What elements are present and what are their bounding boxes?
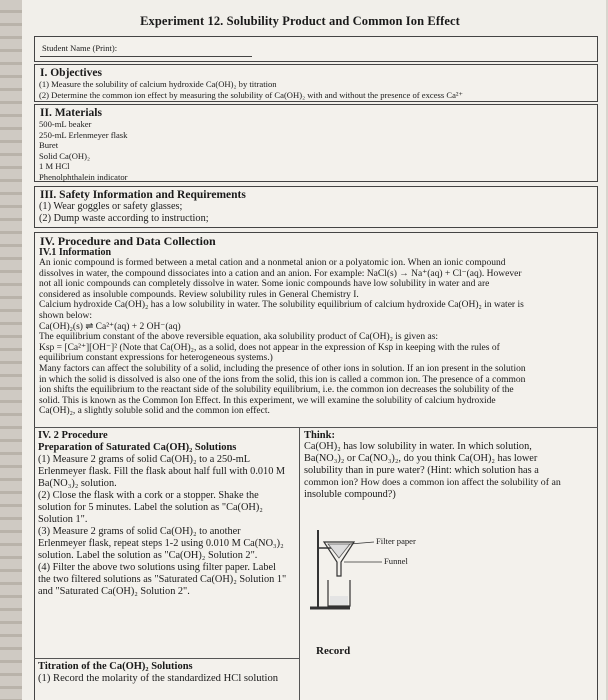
funnel-label: Funnel [384, 556, 408, 566]
materials-section [34, 104, 598, 182]
procedure-step-line: (4) Filter the above two solutions using filter paper. Label [38, 562, 276, 573]
info-line: dissolves in water, the compound dissociates into a cation and an anion. For example: NaCl(s) → Na⁺(aq) + Cl⁻(aq). However [39, 268, 522, 279]
safety-item-2: (2) Dump waste according to instruction; [39, 213, 209, 224]
info-line: in which the solid is dissolved is also one of the ions from the solid, this ion is called a common ion. The presence of a common [39, 374, 526, 385]
material-item: Buret [39, 140, 59, 151]
safety-section [34, 186, 598, 228]
procedure-table-top-rule [34, 427, 598, 428]
procedure-step-line: Erlenmeyer flask. Fill the flask about half full with 0.010 M [38, 466, 286, 477]
procedure-heading: IV. Procedure and Data Collection [40, 234, 216, 248]
info-line: ion shifts the equilibrium to the reactant side of the solubility equilibrium, i.e. the common ion decreases the solubility of the [39, 385, 514, 396]
material-item: 250-mL Erlenmeyer flask [39, 129, 128, 140]
record-rule [34, 658, 299, 659]
procedure-step-line: the two filtered solutions as "Saturated Ca(OH)₂ Solution 1" [38, 574, 287, 585]
info-line: shown below: [39, 310, 93, 321]
material-item: 500-mL beaker [39, 119, 92, 129]
information-text [35, 258, 597, 417]
think-line: solubility than in pure water? (Hint: which solution has a [304, 465, 539, 476]
think-heading: Think: [304, 430, 335, 441]
procedure-step-line: Ba(NO₃)₂ solution. [38, 478, 117, 489]
material-item: 1 M HCl [39, 161, 70, 172]
info-line: An ionic compound is formed between a metal cation and a nonmetal anion or a polyatomic ion. When an ionic compound [39, 258, 506, 268]
procedure-step-line: (3) Measure 2 grams of solid Ca(OH)₂ to another [38, 526, 241, 537]
info-line: not all ionic compounds can completely dissolve in water. Some ionic compounds have low solubility in water and are [39, 279, 490, 290]
filtration-apparatus-icon [310, 520, 440, 615]
objective-item-1: (1) Measure the solubility of calcium hydroxide Ca(OH)₂ by titration [39, 79, 277, 89]
titration-step-line: (1) Record the molarity of the standardized HCl solution [38, 673, 279, 684]
notebook-binding [0, 0, 22, 700]
info-line: Calcium hydroxide Ca(OH)₂ has a low solubility in water. The solubility equilibrium of calcium hydroxide Ca(OH)₂ in water is [39, 300, 524, 311]
safety-heading: III. Safety Information and Requirements [40, 189, 246, 201]
procedure-step-line: Erlenmeyer flask, repeat steps 1-2 using 0.010 M Ca(NO₃)₂ [38, 538, 284, 549]
procedure-step-line: and "Saturated Ca(OH)₂ Solution 2". [38, 586, 190, 597]
student-name-field[interactable] [40, 42, 252, 57]
ksp-expression: Ksp = [Ca²⁺][OH⁻]² (Note that Ca(OH)₂, as a solid, does not appear in the expression of Ksp in keeping with the rules of [39, 342, 500, 353]
titration-heading: Titration of the Ca(OH)₂ Solutions [38, 661, 193, 672]
preparation-heading: Preparation of Saturated Ca(OH)₂ Solutions [38, 442, 237, 453]
information-heading: IV.1 Information [39, 247, 112, 258]
material-item: Phenolphthalein indicator [39, 171, 128, 182]
info-line: Many factors can affect the solubility of a solid, including the presence of other ions in solution. If an ion present in the solution [39, 363, 526, 374]
safety-item-1: (1) Wear goggles or safety glasses; [39, 201, 183, 212]
titration-section [38, 660, 598, 685]
student-name-label: Student Name (Print): [42, 43, 118, 53]
material-item: Solid Ca(OH)₂ [39, 150, 90, 161]
procedure-step-line: solution. Label the solution as "Ca(OH)₂ Solution 2". [38, 550, 258, 561]
procedure-steps [38, 430, 296, 598]
think-line: Ca(OH)₂ has low solubility in water. In which solution, [304, 441, 532, 452]
think-line: Ba(NO₃)₂ or Ca(NO₃)₂, do you think Ca(OH)₂ has lower [304, 453, 538, 464]
objectives-section [34, 64, 598, 102]
info-line: considered as insoluble compounds. Review solubility rules in General Chemistry I. [39, 289, 359, 300]
equilibrium-equation: Ca(OH)₂(s) ⇌ Ca²⁺(aq) + 2 OH⁻(aq) [39, 321, 181, 332]
think-line: insoluble compound?) [304, 489, 396, 500]
page-title: Experiment 12. Solubility Product and Common Ion Effect [140, 14, 460, 28]
procedure-step-line: (2) Close the flask with a cork or a stopper. Shake the [38, 490, 259, 501]
info-line: equilibrium constant expressions for heterogeneous systems.) [39, 353, 273, 364]
info-line: solid. This is known as the Common Ion Effect. In this experiment, we will examine the solubility of calcium hydroxide [39, 395, 496, 406]
record-heading: Record [316, 645, 351, 657]
think-box [304, 430, 594, 501]
objective-item-2: (2) Determine the common ion effect by measuring the solubility of Ca(OH)₂ with and without the presence of excess Ca²⁺ [39, 89, 464, 100]
materials-heading: II. Materials [40, 107, 102, 119]
procedure-step-line: Solution 1". [38, 514, 88, 525]
procedure-step-line: solution for 5 minutes. Label the solution as "Ca(OH)₂ [38, 502, 263, 513]
info-line: The equilibrium constant of the above reversible equation, aka solubility product of Ca(OH)₂ is given as: [39, 332, 439, 343]
info-line: Ca(OH)₂, a slightly soluble solid and the common ion effect. [39, 406, 270, 417]
objectives-heading: I. Objectives [40, 67, 102, 79]
filter-paper-label: Filter paper [376, 536, 416, 546]
procedure-subheading: IV. 2 Procedure [38, 430, 108, 441]
think-line: common ion? How does a common ion affect the solubility of an [304, 477, 561, 488]
procedure-step-line: (1) Measure 2 grams of solid Ca(OH)₂ to a 250-mL [38, 454, 251, 465]
